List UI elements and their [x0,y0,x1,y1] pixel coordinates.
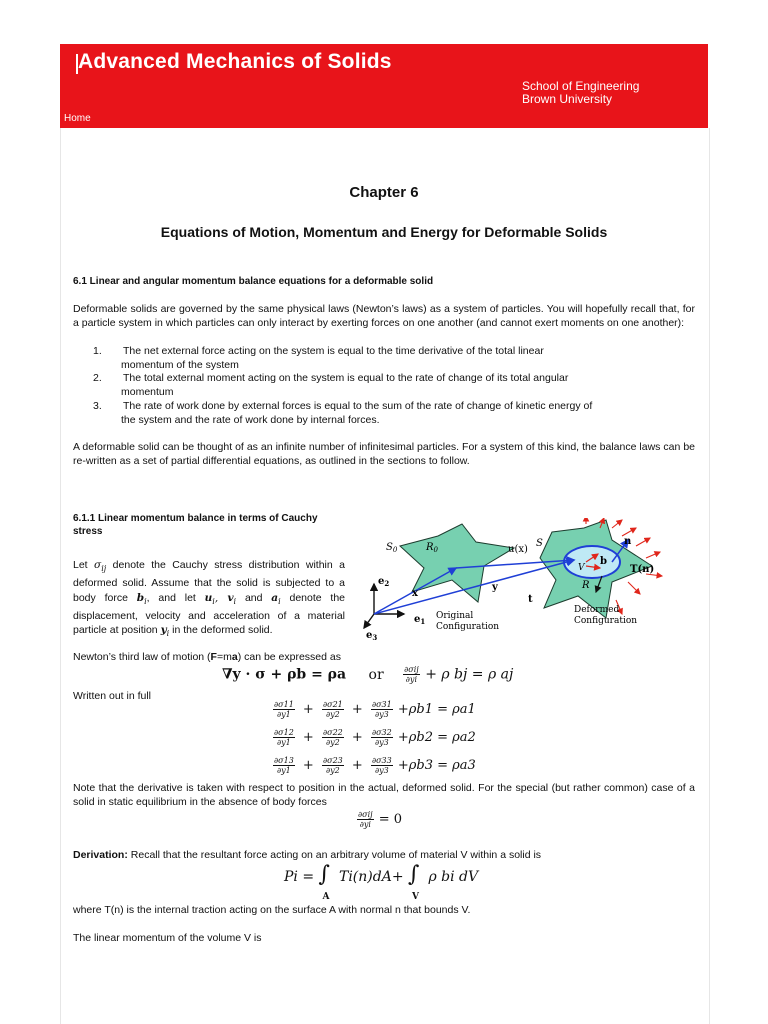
u-v-symbols: $u_i$, $v_i$ [204,591,237,606]
derivative-fraction: $\frac{\text{∂σij}}{\partial yi}$ [404,665,419,684]
equation-of-motion [222,665,513,684]
derivative-fraction: $\frac{\partial\sigma 12}{\partial y1}$ [274,728,294,747]
original-caption-1: Original [436,611,474,621]
n-label: n [624,536,632,547]
equation-index-form: + ρ bj = ρ aj [425,666,514,683]
volume-region [564,546,620,578]
e2-label: $e_2$ [378,576,390,588]
institution [522,80,639,106]
r-label: R [582,580,590,591]
equation-rhs: +ρb2 = ρa2 [397,730,476,745]
e1-label: $e_1$ [414,614,426,626]
x-label: x [412,588,418,599]
site-title: Advanced Mechanics of Solids [78,50,392,73]
section-heading: 6.1 Linear and angular momentum balance equations for a deformable solid [73,276,434,287]
equation-rhs: +ρb3 = ρa3 [397,758,476,773]
list-item [73,400,695,428]
integral-sign: ∫ A [318,862,330,902]
chapter-label: Chapter 6 [349,184,419,201]
list-text-continued: the system and the rate of work done by internal forces. [121,414,380,426]
deformed-caption-2: Configuration [574,616,638,626]
sigma-ij-symbol: $\sigma_{ij}$ [94,559,107,574]
followup-paragraph: A deformable solid can be thought of as an infinite number of infinitesimal particles. For a system of this kind, the balance laws can be re-written as a set of partial differential equations, as outlined in the sections to follow. [73,441,695,467]
derivative-fraction: $\frac{\text{∂σij}}{\partial yi}$ [358,810,373,829]
s-label: S [536,538,543,549]
list-text-continued: momentum of the system [121,359,239,371]
institution-line-2: Brown University [522,92,613,106]
integral-sign: ∫ V [408,862,420,902]
derivation-paragraph: Derivation: Recall that the resultant force acting on an arbitrary volume of material V within a solid is [73,849,542,861]
home-link[interactable]: Home [64,113,91,124]
displacement-label: u(x) [508,544,528,555]
newton-text: Newton’s third law of motion (F=ma) can be expressed as [73,651,341,663]
a-i-symbol: $a_i$ [271,591,281,606]
equilibrium-equation [356,810,402,829]
derivative-fraction: $\frac{\partial\sigma 23}{\partial y2}$ [322,756,343,775]
s0-label: $S_0$ [386,542,398,554]
chapter-title: Equations of Motion, Momentum and Energy for Deformable Solids [160,224,608,240]
derivative-fraction: $\frac{\partial\sigma 13}{\partial y1}$ [274,756,294,775]
y-i-symbol: $y_i$ [160,624,170,639]
institution-line-1: School of Engineering [522,79,640,93]
list-text: The total external moment acting on the system is equal to the rate of change of its total angular [123,372,569,384]
site-header [60,44,708,128]
or-word: or [368,666,384,683]
list-text: The rate of work done by external forces is equal to the sum of the rate of change of kinetic energy of [123,400,593,412]
r0-label: $R_0$ [426,542,438,554]
deformation-figure [360,518,710,648]
written-out-label: Written out in full [73,690,152,702]
equation-vector-form: ∇y · σ + ρb = ρa [222,666,347,683]
text-fragment: denote the Cauchy stress distribution within a deformed solid. Assume that the solid is subjected to a body force [73,559,345,604]
traction-label: T(n) [630,564,655,575]
list-number: 3. [93,400,102,412]
text-fragment: Let [73,559,88,571]
equation-rhs: +ρb1 = ρa1 [397,702,476,717]
list-number: 1. [93,345,102,357]
stress-paragraph [73,558,345,642]
equation-row-3: $\frac{\partial\sigma 13}{\partial y1}$ + $\frac{\partial\sigma 23}{\partial y2}$ + $\frac{\partial\sigma 33}{\partial y3}$ +ρb3 = ρa3 [274,756,476,775]
momentum-paragraph: The linear momentum of the volume V is [73,932,262,944]
derivative-fraction: $\frac{\partial\sigma 31}{\partial y3}$ [371,700,392,719]
list-text: The net external force acting on the system is equal to the time derivative of the total linear [123,345,544,357]
deformed-caption-1: Deformed [574,605,620,615]
derivative-fraction: $\frac{\partial\sigma 21}{\partial y2}$ [322,700,343,719]
text-fragment: and [244,591,263,604]
equilibrium-rhs: = 0 [378,812,403,827]
t-label: t [528,594,533,605]
text-fragment: , and let [146,591,196,604]
note-paragraph: Note that the derivative is taken with respect to position in the actual, deformed solid. For the special (but rather common) case of a solid in static equilibrium in the absence of body forces [73,782,695,808]
b-label: b [600,556,607,567]
derivative-fraction: $\frac{\partial\sigma 33}{\partial y3}$ [371,756,392,775]
subsection-heading: 6.1.1 Linear momentum balance in terms of Cauchy stress [73,513,318,537]
intro-paragraph: Deformable solids are governed by the same physical laws (Newton’s laws) as a system of particles. You will hopefully recall that, for a particle system in which particles can only interact by exerting forces on one another (and cannot exert moments on one another): [73,303,695,329]
force-equation: Pi = ∫ A Ti(n)dA+ ∫ V ρ bi dV [284,862,479,902]
traction-paragraph: where T(n) is the internal traction acting on the surface A with normal n that bounds V. [73,904,471,916]
list-text-continued: momentum [121,386,174,398]
derivative-fraction: $\frac{\partial\sigma 32}{\partial y3}$ [371,728,392,747]
original-caption-2: Configuration [436,622,500,632]
b-i-symbol: $b_i$ [136,591,147,606]
derivative-fraction: $\frac{\partial\sigma 11}{\partial y1}$ [274,700,294,719]
y-label: y [492,582,498,593]
text-fragment: denote the displacement, velocity and acceleration of a material particle at position [73,591,346,637]
e3-label: $e_3$ [366,630,378,642]
equation-row-1: $\frac{\partial\sigma 11}{\partial y1}$ + $\frac{\partial\sigma 21}{\partial y2}$ + $\frac{\partial\sigma 31}{\partial y3}$ +ρb1 = ρa1 [274,700,476,719]
list-number: 2. [93,372,102,384]
text-fragment: in the deformed solid. [172,624,273,637]
v-label: V [578,563,585,573]
list-item [73,345,695,373]
list-item [73,372,695,400]
derivative-fraction: $\frac{\partial\sigma 22}{\partial y2}$ [322,728,343,747]
equation-row-2: $\frac{\partial\sigma 12}{\partial y1}$ + $\frac{\partial\sigma 22}{\partial y2}$ + $\frac{\partial\sigma 32}{\partial y3}$ +ρb2 = ρa2 [274,728,476,747]
